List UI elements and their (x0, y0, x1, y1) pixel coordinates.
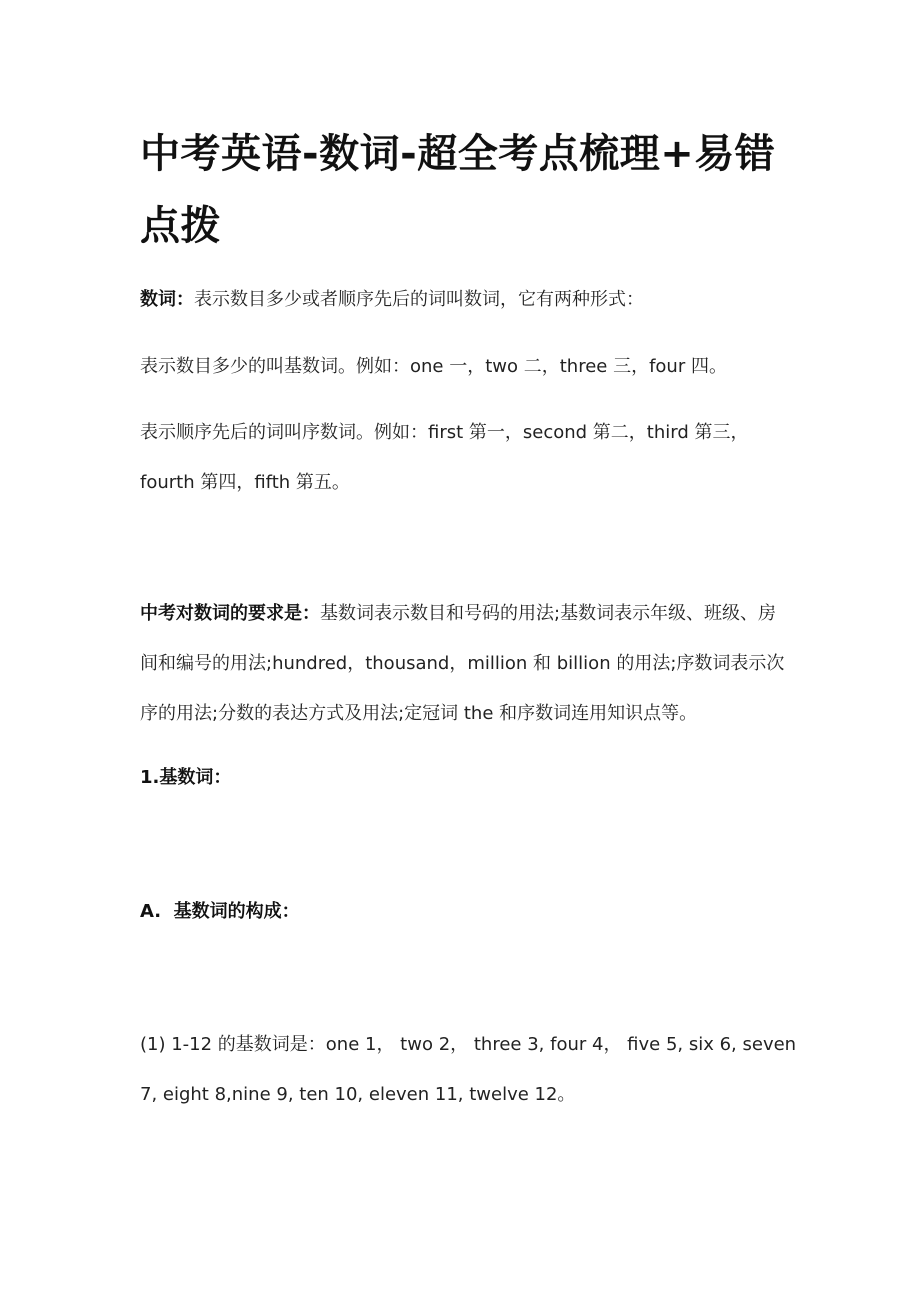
section-a-heading: A. 基数词的构成： (140, 901, 300, 922)
document-title: 中考英语-数词-超全考点梳理+易错点拨 (140, 131, 776, 249)
requirements-text: 基数词表示数目和号码的用法;基数词表示年级、班级、房间和编号的用法;hundred，thousand，million 和 billion 的用法;序数词表示次序的用法;分数的表达方式及用法;定冠词 the 和序数词连用知识点等。 (140, 603, 785, 724)
cardinal-list-item-1: (1) 1-12 的基数词是：one 1， two 2， three 3, four 4， five 5, six 6, seven 7, eight 8,nine 9, ten 10, eleven 11, twelve 12。 (140, 1034, 797, 1105)
intro-lead: 数词： (140, 289, 194, 310)
intro-paragraph (140, 275, 790, 325)
section-1-heading: 1.基数词： (140, 767, 232, 788)
intro-text: 表示数目多少或者顺序先后的词叫数词，它有两种形式： (194, 289, 644, 310)
requirements-lead: 中考对数词的要求是： (140, 603, 320, 624)
ordinal-definition: 表示顺序先后的词叫序数词。例如：first 第一，second 第二，third 第三，fourth 第四，fifth 第五。 (140, 422, 749, 493)
cardinal-definition: 表示数目多少的叫基数词。例如：one 一，two 二，three 三，four 四。 (140, 356, 727, 377)
requirements-paragraph (140, 589, 790, 739)
